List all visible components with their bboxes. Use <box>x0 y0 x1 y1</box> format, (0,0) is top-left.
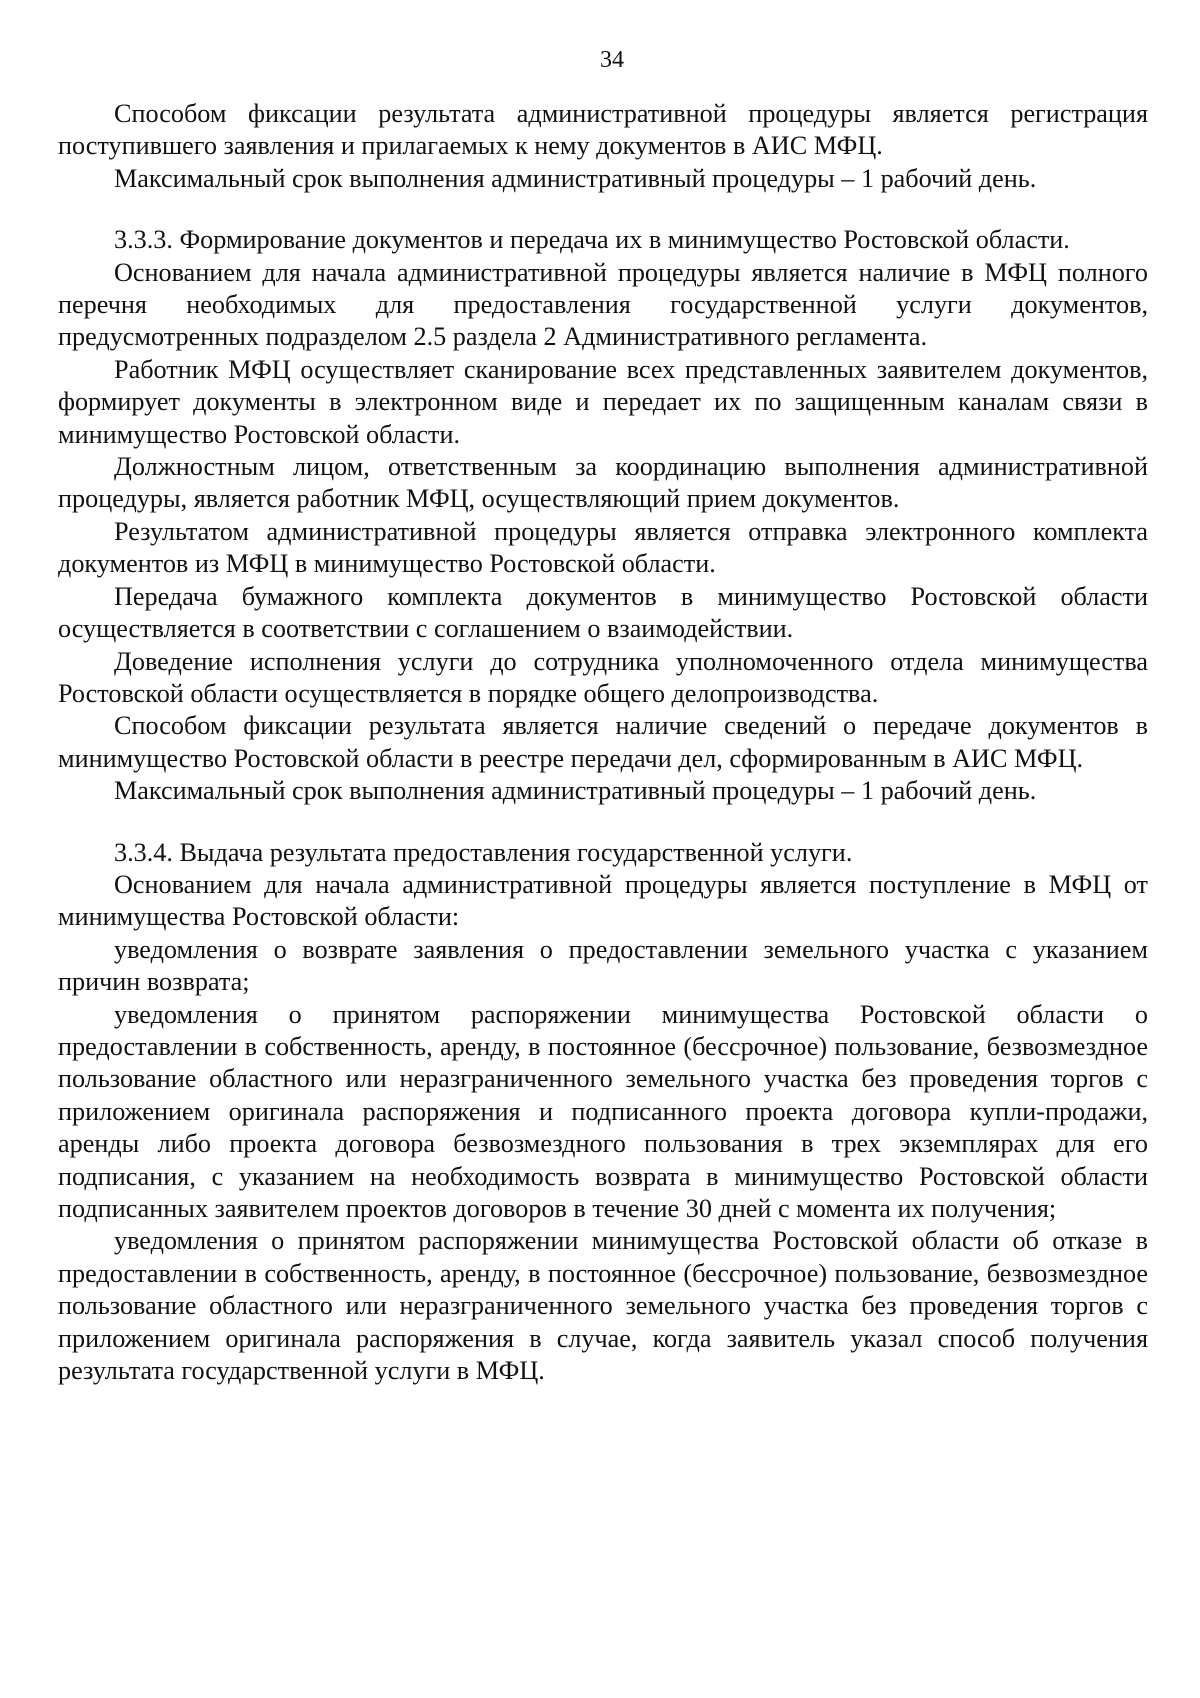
section-heading-3-3-3: 3.3.3. Формирование документов и передача их в минимущество Ростовской области. <box>114 225 1070 255</box>
list-item-return-notice: уведомления о возврате заявления о предоставлении земельного участка с указанием причин возврата; <box>58 934 1148 997</box>
list-item-grant-notice: уведомления о принятом распоряжении минимущества Ростовской области о предоставлении в собственность, аренду, в постоянное (бессрочное) пользование, безвозмездное пользование областного или неразграниченного земельного участка без проведения торгов с приложением оригинала распоряжения и подписанного проекта договора купли-продажи, аренды либо проекта договора безвозмездного пользования в трех экземплярах для его подписания, с указанием на необходимость возврата в минимущество Ростовской области подписанных заявителем проектов договоров в течение 30 дней с момента их получения; <box>58 999 1148 1223</box>
paragraph-max-duration: Максимальный срок выполнения административный процедуры – 1 рабочий день. <box>114 163 1037 193</box>
section-spacer <box>58 808 1148 837</box>
paragraph-procedure-result: Результатом административной процедуры является отправка электронного комплекта документов из МФЦ в минимущество Ростовской области. <box>58 516 1148 579</box>
paragraph-paper-transfer: Передача бумажного комплекта документов в минимущество Ростовской области осуществляется в соответствии с соглашением о взаимодействии. <box>58 581 1148 644</box>
paragraph-basis-for-issuance: Основанием для начала административной процедуры является поступление в МФЦ от минимущества Ростовской области: <box>58 869 1148 932</box>
paragraph-scanning-documents: Работник МФЦ осуществляет сканирование всех представленных заявителем документов, формирует документы в электронном виде и передает их по защищенным каналам связи в минимущество Ростовской области. <box>58 354 1148 449</box>
paragraph-responsible-official: Должностным лицом, ответственным за координацию выполнения административной процедуры, является работник МФЦ, осуществляющий прием документов. <box>58 452 1148 514</box>
list-item-refusal-notice: уведомления о принятом распоряжении минимущества Ростовской области об отказе в предоставлении в собственность, аренду, в постоянное (бессрочное) пользование, безвозмездное пользование областного или неразграниченного земельного участка без проведения торгов с приложением оригинала распоряжения в случае, когда заявитель указал способ получения результата государственной услуги в МФЦ. <box>58 1226 1148 1386</box>
paragraph-registration-method: Способом фиксации результата административной процедуры является регистрация поступившего заявления и прилагаемых к нему документов в АИС МФЦ. <box>58 99 1148 161</box>
document-page <box>58 44 1148 1387</box>
page-number: 34 <box>600 47 624 73</box>
section-heading-3-3-4: 3.3.4. Выдача результата предоставления государственной услуги. <box>114 837 853 867</box>
paragraph-basis-for-procedure: Основанием для начала административной процедуры является наличие в МФЦ полного перечня необходимых для предоставления государственной услуги документов, предусмотренных подразделом 2.5 раздела 2 Административного регламента. <box>58 257 1148 352</box>
paragraph-result-fixation: Способом фиксации результата является наличие сведений о передаче документов в минимущество Ростовской области в реестре передачи дел, сформированным в АИС МФЦ. <box>58 711 1148 773</box>
section-spacer <box>58 195 1148 224</box>
paragraph-max-duration: Максимальный срок выполнения административный процедуры – 1 рабочий день. <box>114 776 1037 806</box>
paragraph-delivery-to-department: Доведение исполнения услуги до сотрудника уполномоченного отдела минимущества Ростовской области осуществляется в порядке общего делопроизводства. <box>58 646 1148 708</box>
